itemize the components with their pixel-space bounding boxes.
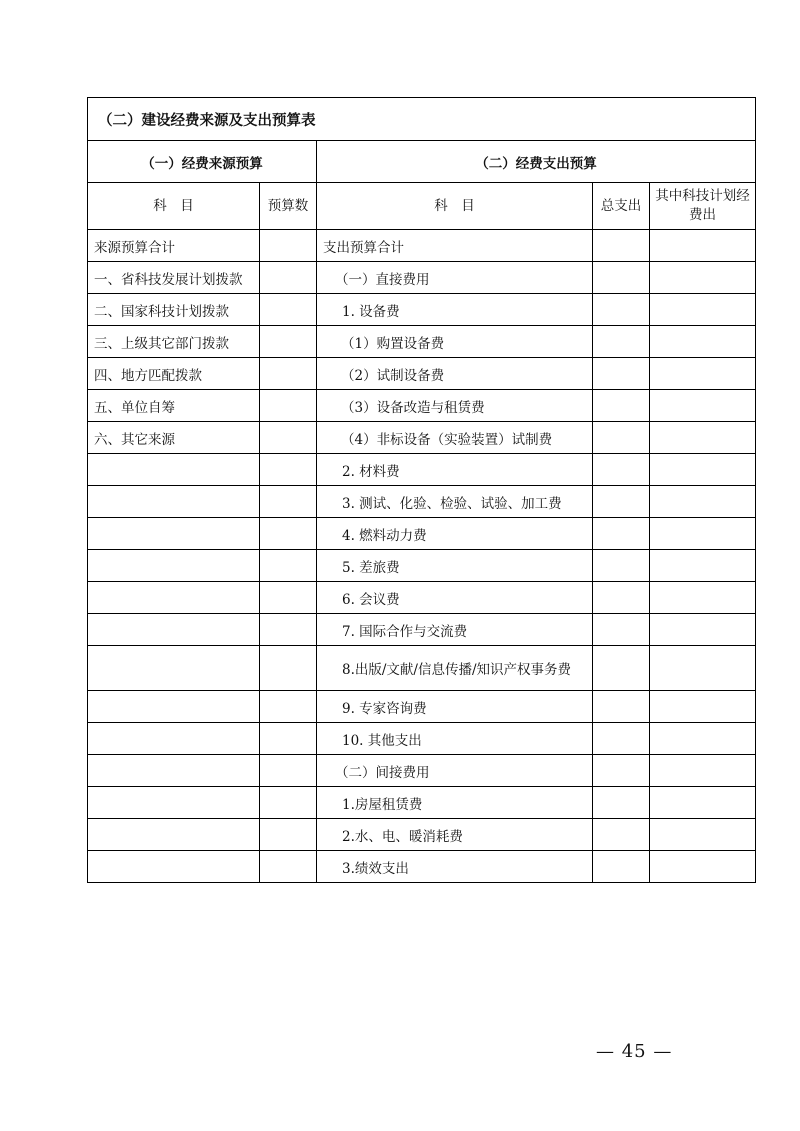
expense-item: 1. 设备费	[317, 294, 593, 326]
budget-amount-cell	[260, 422, 317, 454]
total-expense-cell	[593, 390, 650, 422]
total-expense-cell	[593, 230, 650, 262]
source-item	[88, 851, 260, 883]
col-header-expense-subject: 科 目	[317, 183, 593, 230]
sci-plan-expense-cell	[650, 294, 756, 326]
total-expense-cell	[593, 614, 650, 646]
table-row	[88, 582, 756, 614]
expense-item: 6. 会议费	[317, 582, 593, 614]
table-row	[88, 646, 756, 691]
budget-amount-cell	[260, 819, 317, 851]
sci-plan-expense-cell	[650, 518, 756, 550]
total-expense-cell	[593, 582, 650, 614]
table-row	[88, 518, 756, 550]
table-row	[88, 262, 756, 294]
col-header-total-expense: 总支出	[593, 183, 650, 230]
budget-amount-cell	[260, 454, 317, 486]
table-row	[88, 851, 756, 883]
total-expense-cell	[593, 646, 650, 691]
total-expense-cell	[593, 294, 650, 326]
sci-plan-expense-cell	[650, 262, 756, 294]
expense-item: 8.出版/文献/信息传播/知识产权事务费	[317, 646, 593, 691]
total-expense-cell	[593, 262, 650, 294]
total-expense-cell	[593, 755, 650, 787]
page-number: — 45 —	[596, 1041, 673, 1062]
total-expense-cell	[593, 787, 650, 819]
total-expense-cell	[593, 550, 650, 582]
budget-amount-cell	[260, 755, 317, 787]
expense-item: （1）购置设备费	[317, 326, 593, 358]
sci-plan-expense-cell	[650, 582, 756, 614]
expense-item: 4. 燃料动力费	[317, 518, 593, 550]
source-item: 二、国家科技计划拨款	[88, 294, 260, 326]
table-row	[88, 358, 756, 390]
sci-plan-expense-cell	[650, 486, 756, 518]
expense-item: （4）非标设备（实验装置）试制费	[317, 422, 593, 454]
budget-amount-cell	[260, 230, 317, 262]
sci-plan-expense-cell	[650, 326, 756, 358]
source-item: 来源预算合计	[88, 230, 260, 262]
table-row	[88, 723, 756, 755]
budget-amount-cell	[260, 851, 317, 883]
source-item	[88, 550, 260, 582]
table-row	[88, 390, 756, 422]
total-expense-cell	[593, 326, 650, 358]
budget-amount-cell	[260, 646, 317, 691]
total-expense-cell	[593, 723, 650, 755]
sci-plan-expense-cell	[650, 691, 756, 723]
table-row	[88, 819, 756, 851]
sci-plan-expense-cell	[650, 851, 756, 883]
table-row	[88, 486, 756, 518]
total-expense-cell	[593, 691, 650, 723]
expense-item: 支出预算合计	[317, 230, 593, 262]
source-item: 五、单位自筹	[88, 390, 260, 422]
source-item	[88, 582, 260, 614]
sci-plan-expense-cell	[650, 723, 756, 755]
total-expense-cell	[593, 454, 650, 486]
table-row	[88, 422, 756, 454]
table-row	[88, 755, 756, 787]
source-item	[88, 787, 260, 819]
expense-item: 3. 测试、化验、检验、试验、加工费	[317, 486, 593, 518]
expense-item: 2.水、电、暖消耗费	[317, 819, 593, 851]
table-row	[88, 691, 756, 723]
expense-item: 3.绩效支出	[317, 851, 593, 883]
sci-plan-expense-cell	[650, 230, 756, 262]
table-row	[88, 454, 756, 486]
expense-item: （一）直接费用	[317, 262, 593, 294]
source-item	[88, 518, 260, 550]
total-expense-cell	[593, 486, 650, 518]
expense-item: 2. 材料费	[317, 454, 593, 486]
sci-plan-expense-cell	[650, 819, 756, 851]
total-expense-cell	[593, 819, 650, 851]
expense-item: 7. 国际合作与交流费	[317, 614, 593, 646]
expense-item: 10. 其他支出	[317, 723, 593, 755]
source-item: 四、地方匹配拨款	[88, 358, 260, 390]
sci-plan-expense-cell	[650, 454, 756, 486]
budget-amount-cell	[260, 787, 317, 819]
col-header-budget-amount: 预算数	[260, 183, 317, 230]
budget-amount-cell	[260, 518, 317, 550]
table-row	[88, 230, 756, 262]
total-expense-cell	[593, 851, 650, 883]
source-item	[88, 819, 260, 851]
col-header-sci-plan-expense: 其中科技计划经费出	[650, 183, 756, 230]
total-expense-cell	[593, 358, 650, 390]
source-item	[88, 614, 260, 646]
source-item: 六、其它来源	[88, 422, 260, 454]
source-item	[88, 486, 260, 518]
source-item: 一、省科技发展计划拨款	[88, 262, 260, 294]
budget-table	[87, 97, 756, 883]
sci-plan-expense-cell	[650, 614, 756, 646]
expense-item: （2）试制设备费	[317, 358, 593, 390]
table-row	[88, 787, 756, 819]
sci-plan-expense-cell	[650, 550, 756, 582]
source-item: 三、上级其它部门拨款	[88, 326, 260, 358]
table-row	[88, 294, 756, 326]
expense-item: 5. 差旅费	[317, 550, 593, 582]
budget-amount-cell	[260, 262, 317, 294]
source-item	[88, 755, 260, 787]
budget-amount-cell	[260, 358, 317, 390]
expense-item: 1.房屋租赁费	[317, 787, 593, 819]
funding-source-header: （一）经费来源预算	[88, 141, 317, 183]
budget-amount-cell	[260, 390, 317, 422]
budget-amount-cell	[260, 582, 317, 614]
source-item	[88, 646, 260, 691]
total-expense-cell	[593, 518, 650, 550]
budget-amount-cell	[260, 294, 317, 326]
budget-amount-cell	[260, 326, 317, 358]
table-row	[88, 550, 756, 582]
budget-amount-cell	[260, 691, 317, 723]
sci-plan-expense-cell	[650, 755, 756, 787]
expense-item: 9. 专家咨询费	[317, 691, 593, 723]
source-item	[88, 723, 260, 755]
source-item	[88, 691, 260, 723]
expense-item: （二）间接费用	[317, 755, 593, 787]
col-header-source-subject: 科 目	[88, 183, 260, 230]
sci-plan-expense-cell	[650, 787, 756, 819]
budget-amount-cell	[260, 486, 317, 518]
table-row	[88, 614, 756, 646]
budget-amount-cell	[260, 550, 317, 582]
table-title: （二）建设经费来源及支出预算表	[88, 98, 756, 141]
source-item	[88, 454, 260, 486]
sci-plan-expense-cell	[650, 422, 756, 454]
total-expense-cell	[593, 422, 650, 454]
sci-plan-expense-cell	[650, 358, 756, 390]
budget-amount-cell	[260, 614, 317, 646]
table-row	[88, 326, 756, 358]
expenditure-header: （二）经费支出预算	[317, 141, 756, 183]
expense-item: （3）设备改造与租赁费	[317, 390, 593, 422]
budget-amount-cell	[260, 723, 317, 755]
sci-plan-expense-cell	[650, 390, 756, 422]
sci-plan-expense-cell	[650, 646, 756, 691]
